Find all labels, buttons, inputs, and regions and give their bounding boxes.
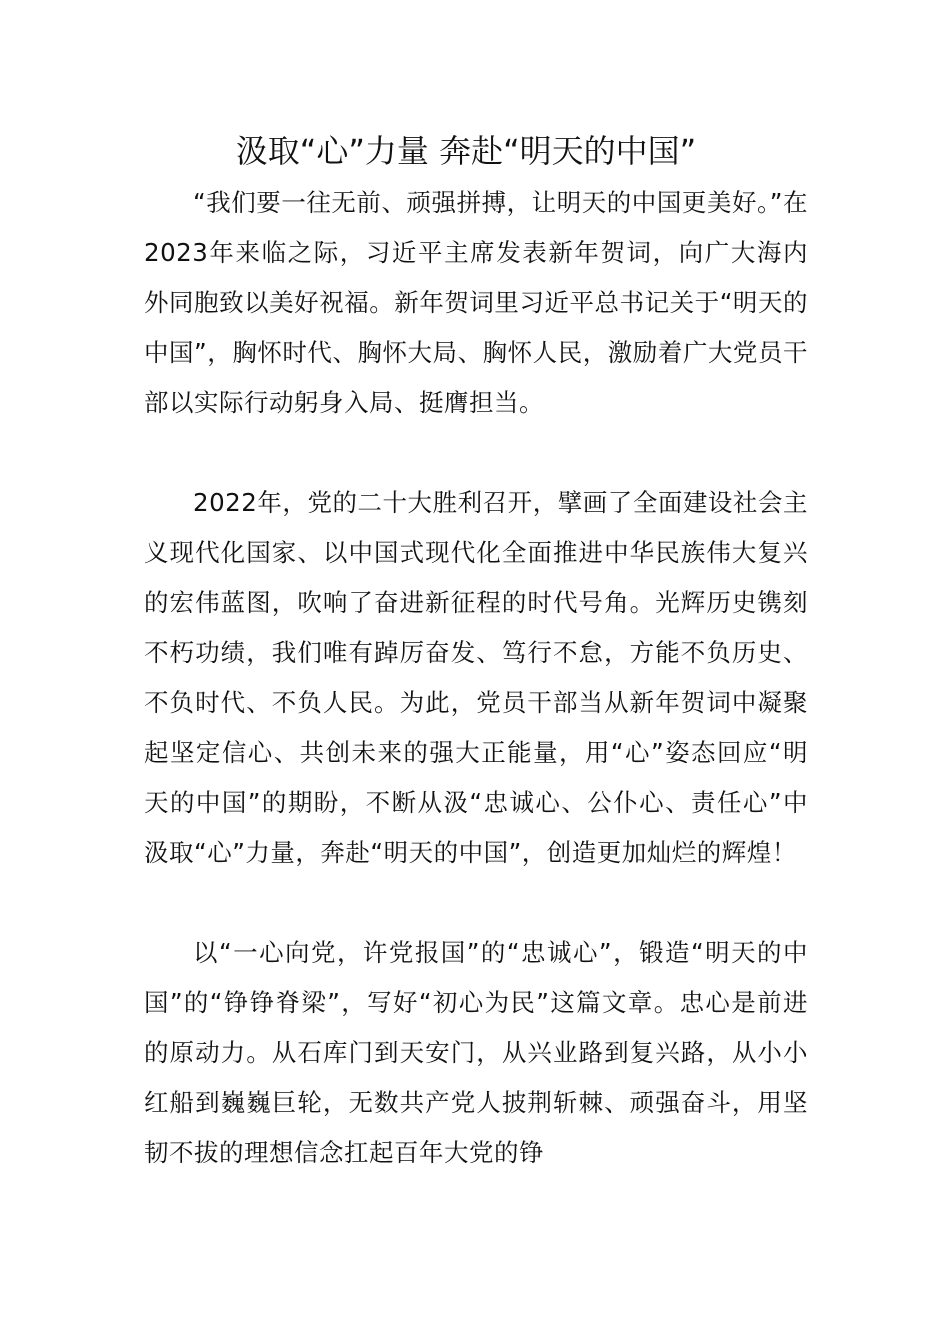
document-title: 汲取“心”力量 奔赴“明天的中国” (235, 132, 697, 170)
paragraph-2: 2022年，党的二十大胜利召开，擘画了全面建设社会主义现代化国家、以中国式现代化全面推进中华民族伟大复兴的宏伟蓝图，吹响了奋进新征程的时代号角。光辉历史镌刻不朽功绩，我们唯有踔厉奋发、笃行不怠，方能不负历史、不负时代、不负人民。为此，党员干部当从新年贺词中凝聚起坚定信心、共创未来的强大正能量，用“心”姿态回应“明天的中国”的期盼，不断从汲“忠诚心、公仆心、责任心”中汲取“心”力量，奔赴“明天的中国”，创造更加灿烂的辉煌！ (144, 488, 808, 867)
paragraph-spacer (144, 878, 808, 928)
paragraph-spacer (144, 428, 808, 478)
paragraph-1: “我们要一往无前、顽强拼搏，让明天的中国更美好。”在2023年来临之际，习近平主席发表新年贺词，向广大海内外同胞致以美好祝福。新年贺词里习近平总书记关于“明天的中国”，胸怀时代、胸怀大局、胸怀人民，激励着广大党员干部以实际行动躬身入局、挺膺担当。 (144, 188, 808, 417)
paragraph-3: 以“一心向党，许党报国”的“忠诚心”，锻造“明天的中国”的“铮铮脊梁”，写好“初心为民”这篇文章。忠心是前进的原动力。从石库门到天安门，从兴业路到复兴路，从小小红船到巍巍巨轮，无数共产党人披荆斩棘、顽强奋斗，用坚韧不拔的理想信念扛起百年大党的铮 (144, 938, 808, 1167)
document-body (144, 178, 808, 1178)
